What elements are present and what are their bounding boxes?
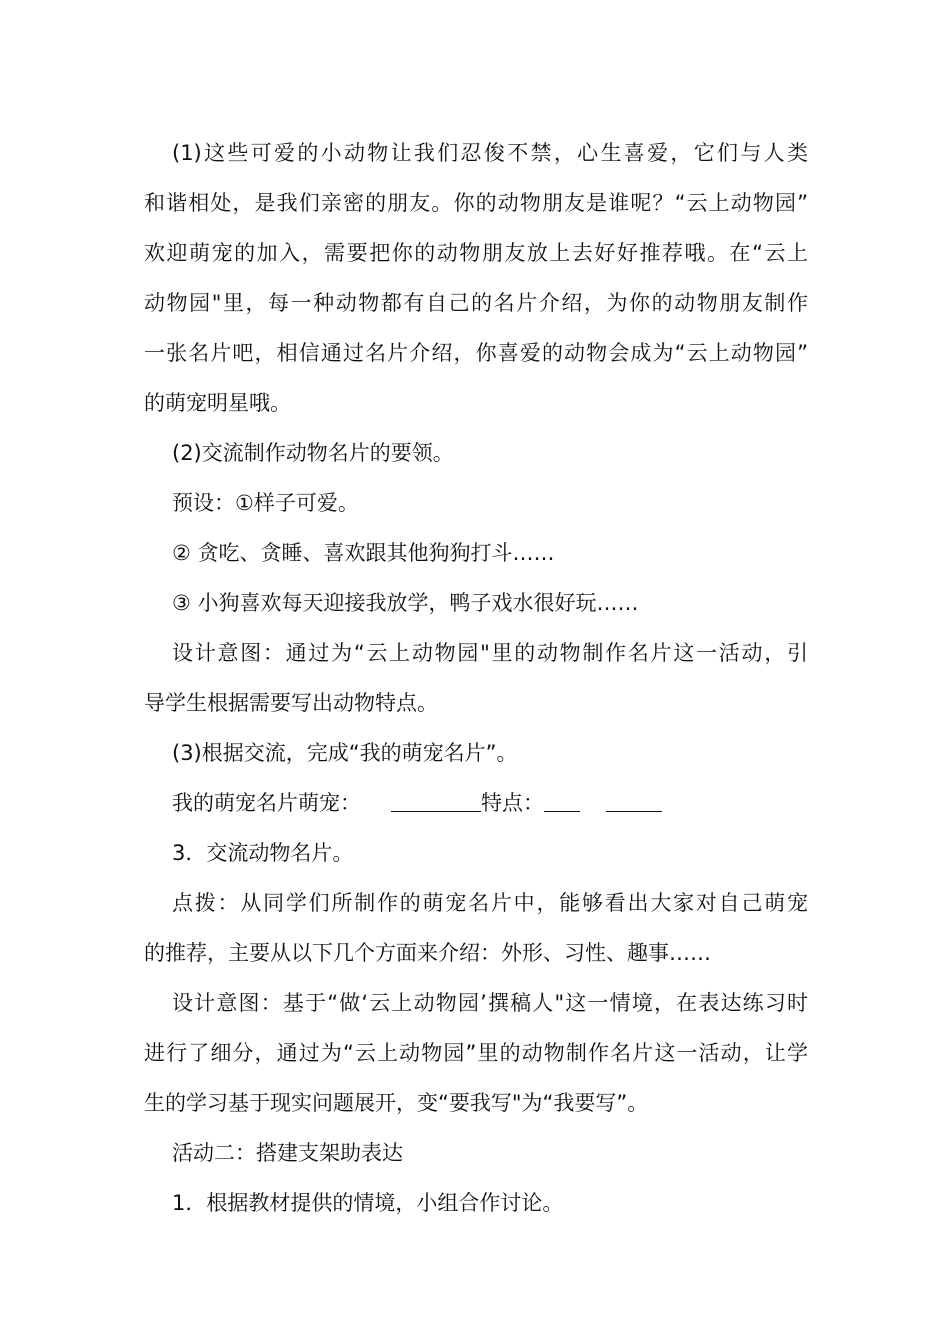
- paragraph-line: ② 贪吃、贪睡、喜欢跟其他狗狗打斗……: [172, 541, 555, 565]
- section-heading: 活动二：搭建支架助表达: [172, 1141, 403, 1165]
- paragraph-line: 进行了细分，通过为“云上动物园”里的动物制作名片这一活动，让学: [144, 1041, 808, 1065]
- paragraph-line: 动物园"里，每一种动物都有自己的名片介绍，为你的动物朋友制作: [144, 291, 808, 315]
- paragraph-line: ③ 小狗喜欢每天迎接我放学，鸭子戏水很好玩……: [172, 591, 639, 615]
- pet-blank: [391, 790, 481, 812]
- paragraph-line: 和谐相处，是我们亲密的朋友。你的动物朋友是谁呢？“云上动物园”: [144, 191, 808, 215]
- paragraph-line: 1．根据教材提供的情境，小组合作讨论。: [172, 1191, 564, 1215]
- paragraph-line: 点拨：从同学们所制作的萌宠名片中，能够看出大家对自己萌宠: [172, 891, 808, 915]
- paragraph-line: 的萌宠明星哦。: [144, 391, 291, 415]
- document-body: [144, 128, 808, 1228]
- paragraph-line: 一张名片吧，相信通过名片介绍，你喜爱的动物会成为“云上动物园”: [144, 341, 808, 365]
- trait-blank-2: [606, 790, 662, 812]
- paragraph-line: 3．交流动物名片。: [172, 841, 354, 865]
- paragraph-line: (3)根据交流，完成“我的萌宠名片”。: [172, 741, 518, 765]
- paragraph-line: 设计意图：基于“做‘云上动物园’撰稿人"这一情境，在表达练习时: [172, 991, 808, 1015]
- paragraph-line: 的推荐，主要从以下几个方面来介绍：外形、习性、趣事……: [144, 941, 711, 965]
- paragraph-line: (1)这些可爱的小动物让我们忍俊不禁，心生喜爱，它们与人类: [172, 141, 808, 165]
- paragraph-line: 预设：①样子可爱。: [172, 491, 359, 515]
- paragraph-line: 导学生根据需要写出动物特点。: [144, 691, 438, 715]
- paragraph-line: (2)交流制作动物名片的要领。: [172, 441, 454, 465]
- pet-label: 我的萌宠名片萌宠：: [172, 791, 361, 815]
- trait-label: 特点：: [481, 791, 544, 815]
- paragraph-line: 欢迎萌宠的加入，需要把你的动物朋友放上去好好推荐哦。在“云上: [144, 241, 808, 265]
- paragraph-line: 生的学习基于现实问题展开，变“要我写"为“我要写”。: [144, 1091, 649, 1115]
- trait-blank-1: [544, 790, 580, 812]
- paragraph-line: 设计意图：通过为“云上动物园"里的动物制作名片这一活动，引: [172, 641, 808, 665]
- pet-card-line: [144, 778, 808, 828]
